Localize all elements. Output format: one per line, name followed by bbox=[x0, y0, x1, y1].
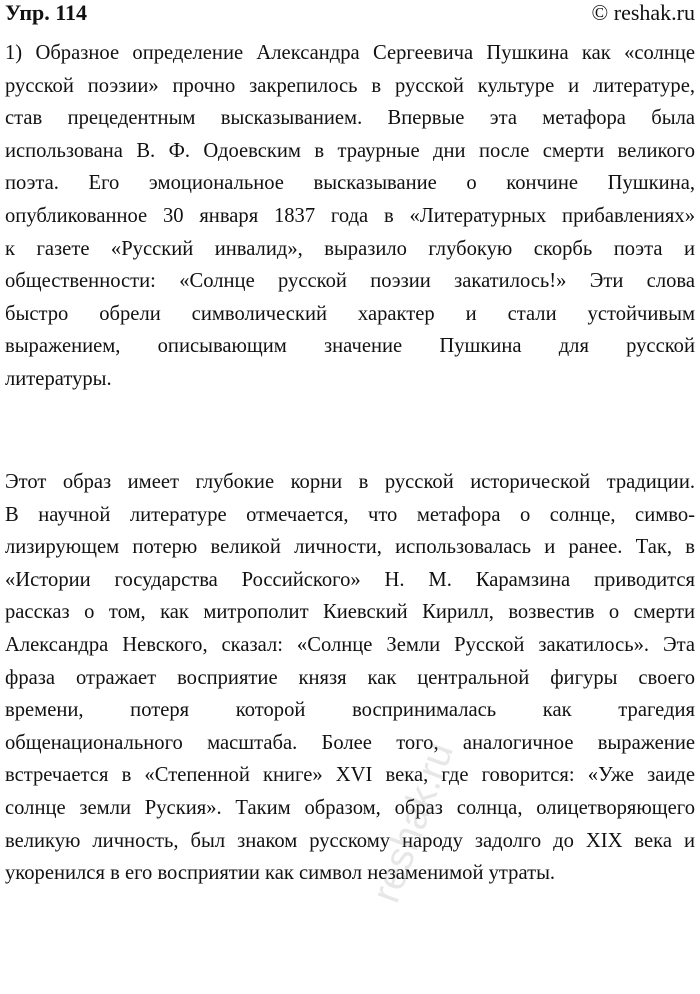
text-line: поэта. Его эмоциональное высказывание о кончине Пушкина, bbox=[5, 172, 695, 195]
text-line: литературы. bbox=[5, 367, 112, 390]
text-line: рассказ о том, как митрополит Киевский Кирилл, возвестив о смерти bbox=[5, 601, 695, 624]
text-line: великую личность, был знаком русскому народу задолго до XIX века и bbox=[5, 829, 695, 852]
text-line: общенационального масштаба. Более того, аналогичное выражение bbox=[5, 731, 695, 754]
text-line: укоренился в его восприятии как символ незаменимой утраты. bbox=[5, 862, 556, 885]
text-line: выражением, описывающим значение Пушкина для русской bbox=[5, 335, 695, 358]
text-line: русской поэзии» прочно закрепилось в русской культуре и литературе, bbox=[5, 74, 695, 97]
text-line: солнце земли Руския». Таким образом, образ солнца, олицетворяющего bbox=[5, 796, 695, 819]
header bbox=[5, 0, 695, 30]
copyright-label: © reshak.ru bbox=[591, 0, 695, 25]
paragraph-2 bbox=[5, 466, 695, 890]
text-line: Александра Невского, сказал: «Солнце Земли Русской закатилось». Эта bbox=[5, 633, 695, 656]
text-line: Этот образ имеет глубокие корни в русской исторической традиции. bbox=[5, 471, 695, 493]
text-line: к газете «Русский инвалид», выразило глубокую скорбь поэта и bbox=[5, 237, 695, 260]
text-line: фраза отражает восприятие князя как центральной фигуры своего bbox=[5, 666, 695, 689]
watermark: reshak.ru bbox=[363, 736, 463, 909]
text-line: встречается в «Степенной книге» XVI века, где говорится: «Уже заиде bbox=[5, 764, 695, 787]
text-line: быстро обрели символический характер и стали устойчивым bbox=[5, 302, 695, 325]
text-line: В научной литературе отмечается, что метафора о солнце, симво- bbox=[5, 503, 695, 526]
text-line: став прецедентным высказыванием. Впервые эта метафора была bbox=[5, 107, 695, 130]
text-line: 1) Образное определение Александра Сергеевича Пушкина как «солнце bbox=[5, 42, 695, 64]
text-line: опубликованное 30 января 1837 года в «Литературных прибавлениях» bbox=[5, 204, 695, 227]
text-line: использована В. Ф. Одоевским в траурные дни после смерти великого bbox=[5, 139, 695, 162]
text-line: «Истории государства Российского» Н. М. Карамзина приводится bbox=[5, 568, 695, 591]
text-line: времени, потеря которой воспринималась как трагедия bbox=[5, 699, 695, 722]
text-line: общественности: «Солнце русской поэзии закатилось!» Эти слова bbox=[5, 270, 695, 293]
text-line: лизирующем потерю великой личности, использовалась и ранее. Так, в bbox=[5, 536, 695, 559]
paragraph-1 bbox=[5, 37, 695, 396]
exercise-title: Упр. 114 bbox=[5, 0, 88, 25]
